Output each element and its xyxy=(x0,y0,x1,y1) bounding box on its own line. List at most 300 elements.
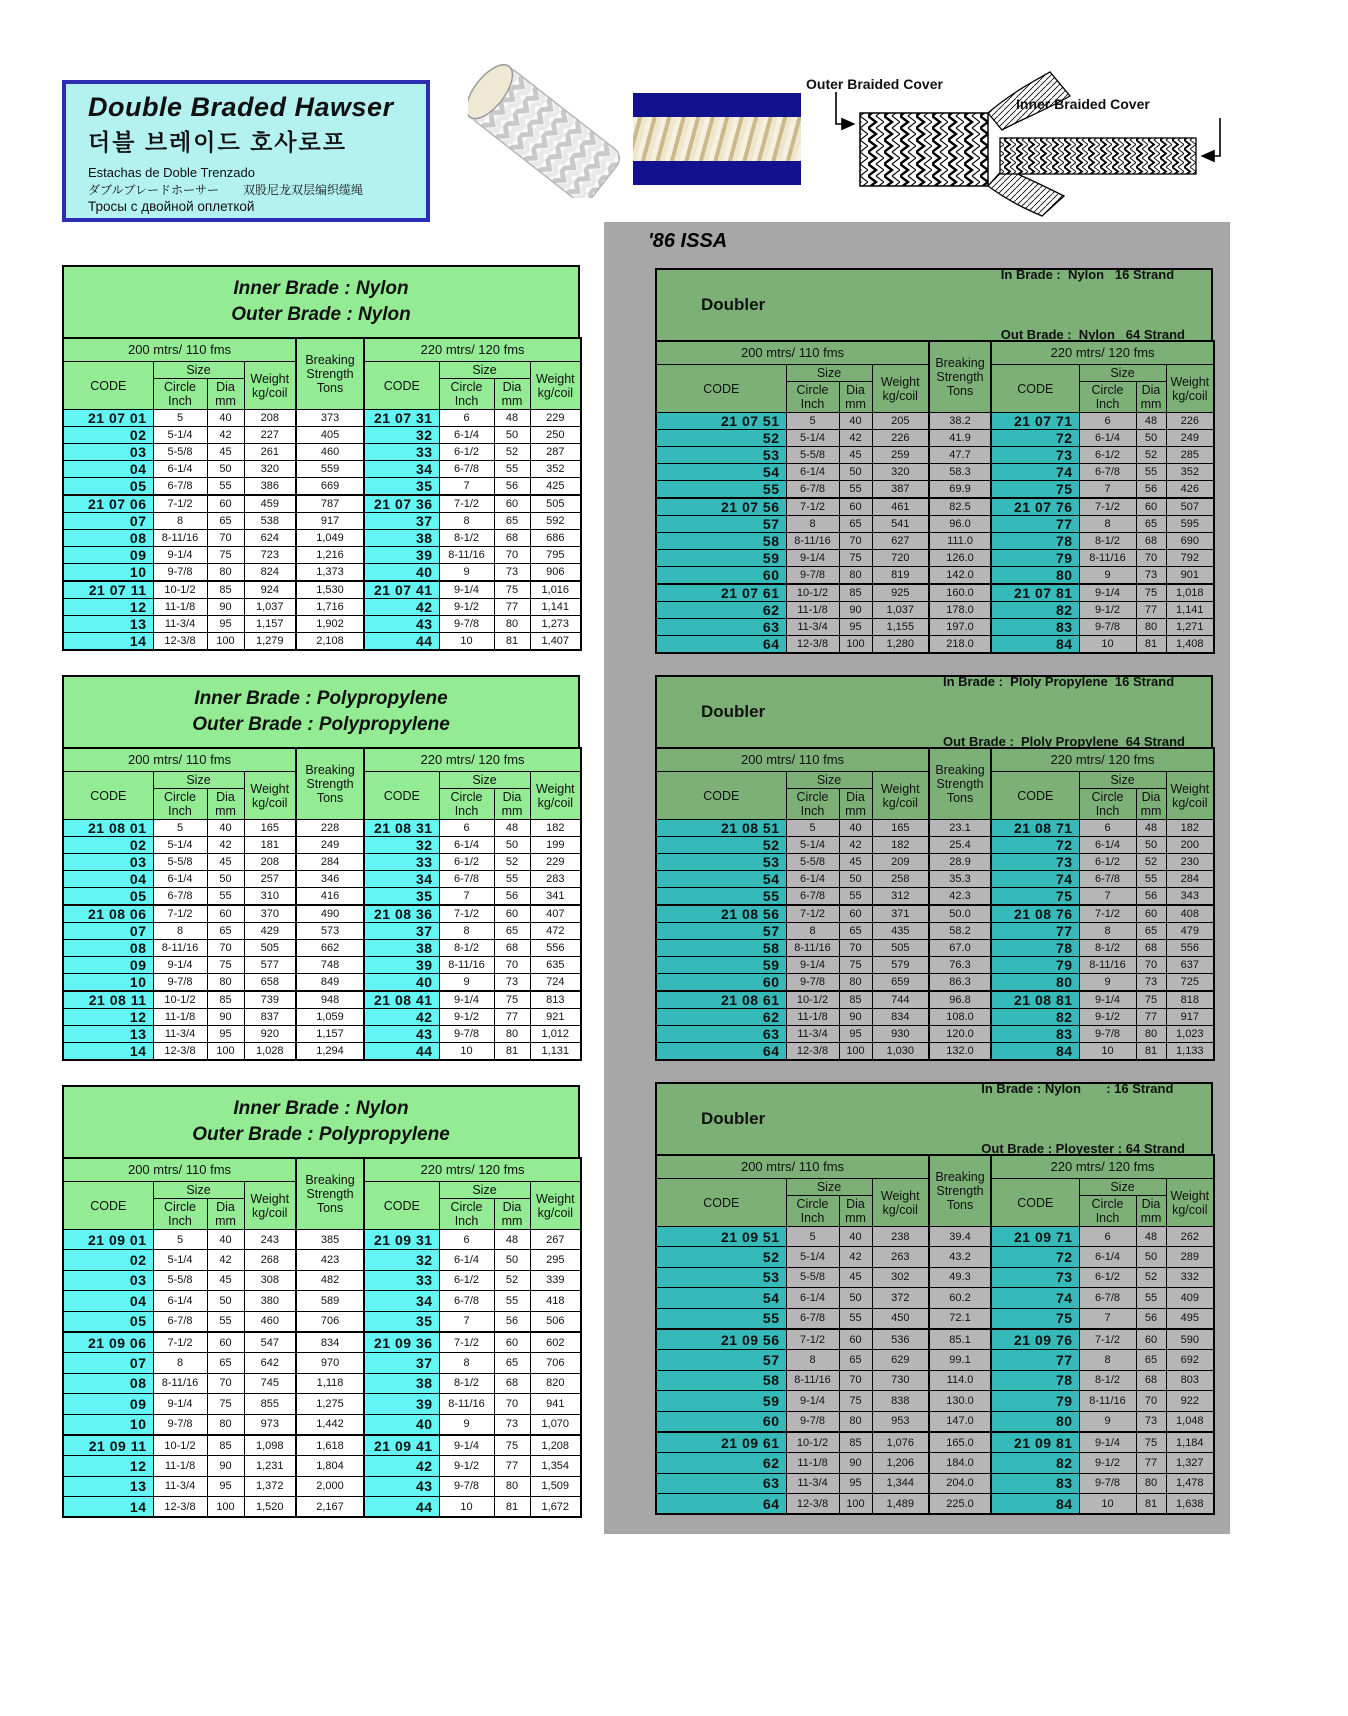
spec-row xyxy=(63,444,581,461)
breaking-strength-cell: 39.4 xyxy=(929,1227,991,1247)
weight-cell: 370 xyxy=(244,905,296,923)
weight-cell: 547 xyxy=(244,1332,296,1353)
dia-mm-cell: 68 xyxy=(494,940,530,957)
size-header: Size xyxy=(153,772,244,789)
code-cell: 42 xyxy=(364,599,439,616)
spec-row xyxy=(63,461,581,478)
code-cell: 54 xyxy=(656,871,786,888)
dia-mm-cell: 50 xyxy=(207,1291,244,1311)
dia-mm-cell: 65 xyxy=(207,1353,244,1373)
weight-cell: 803 xyxy=(1166,1370,1214,1390)
breaking-strength-cell: 43.2 xyxy=(929,1247,991,1267)
weight-cell: 352 xyxy=(1166,464,1214,481)
code-cell: 64 xyxy=(656,1043,786,1061)
dia-mm-cell: 50 xyxy=(494,1250,530,1270)
code-cell: 07 xyxy=(63,513,153,530)
dia-mm-cell: 80 xyxy=(1136,1473,1166,1493)
dia-mm-cell: 45 xyxy=(207,1270,244,1290)
circle-inch-cell: 9-7/8 xyxy=(1079,619,1136,636)
dia-mm-cell: 50 xyxy=(207,461,244,478)
dia-mm-cell: 70 xyxy=(1136,957,1166,974)
circle-inch-cell: 9-1/4 xyxy=(786,550,839,567)
spec-row xyxy=(656,923,1214,940)
span-header-row xyxy=(63,338,581,362)
dia-mm-cell: 90 xyxy=(207,1456,244,1476)
weight-cell: 285 xyxy=(1166,447,1214,464)
weight-header: Weight kg/coil xyxy=(530,1182,581,1230)
strand-info xyxy=(981,1038,1185,1199)
dia-mm-header: Dia mm xyxy=(839,1196,872,1227)
code-cell: 55 xyxy=(656,481,786,499)
breaking-strength-cell: 60.2 xyxy=(929,1288,991,1308)
breaking-strength-cell: 1,373 xyxy=(296,564,364,582)
circle-inch-cell: 11-3/4 xyxy=(153,616,207,633)
weight-cell: 1,344 xyxy=(872,1473,929,1493)
weight-cell: 792 xyxy=(1166,550,1214,567)
breaking-strength-header: Breaking Strength Tons xyxy=(296,748,364,820)
circle-inch-cell: 5-1/4 xyxy=(786,1247,839,1267)
dia-mm-cell: 60 xyxy=(494,1332,530,1353)
code-cell: 59 xyxy=(656,957,786,974)
breaking-strength-cell: 58.2 xyxy=(929,923,991,940)
weight-cell: 730 xyxy=(872,1370,929,1390)
spec-row xyxy=(656,820,1214,837)
code-cell: 21 07 51 xyxy=(656,413,786,430)
dia-mm-cell: 45 xyxy=(207,854,244,871)
circle-inch-cell: 9-7/8 xyxy=(153,974,207,992)
circle-inch-cell: 7-1/2 xyxy=(439,495,494,513)
circle-inch-header: Circle Inch xyxy=(153,1199,207,1230)
circle-inch-cell: 8 xyxy=(786,516,839,533)
code-cell: 42 xyxy=(364,1456,439,1476)
circle-inch-cell: 9-1/4 xyxy=(439,1435,494,1456)
circle-inch-cell: 10 xyxy=(439,1497,494,1518)
table-title xyxy=(62,675,580,747)
weight-cell: 429 xyxy=(244,923,296,940)
table-title-line2: Outer Brade : Polypropylene xyxy=(192,713,450,735)
circle-inch-cell: 5-5/8 xyxy=(153,854,207,871)
circle-inch-cell: 8 xyxy=(1079,516,1136,533)
dia-mm-header: Dia mm xyxy=(494,789,530,820)
circle-inch-cell: 9-1/4 xyxy=(786,1391,839,1411)
doubler-title: Doubler xyxy=(701,702,766,721)
spec-row xyxy=(656,1453,1214,1473)
weight-cell: 208 xyxy=(244,854,296,871)
circle-inch-cell: 7-1/2 xyxy=(786,905,839,923)
code-cell: 78 xyxy=(991,533,1079,550)
code-header: CODE xyxy=(364,362,439,410)
dia-mm-cell: 81 xyxy=(494,1497,530,1518)
circle-inch-cell: 7 xyxy=(1079,481,1136,499)
length-220-header: 220 mtrs/ 120 fms xyxy=(364,1158,581,1182)
dia-mm-cell: 55 xyxy=(207,888,244,906)
circle-inch-cell: 5-1/4 xyxy=(153,837,207,854)
code-cell: 02 xyxy=(63,1250,153,1270)
dia-mm-cell: 81 xyxy=(1136,636,1166,654)
dia-mm-cell: 70 xyxy=(494,957,530,974)
dia-mm-cell: 75 xyxy=(1136,1432,1166,1453)
circle-inch-cell: 9 xyxy=(439,974,494,992)
code-cell: 79 xyxy=(991,550,1079,567)
weight-cell: 507 xyxy=(1166,498,1214,516)
dia-mm-cell: 75 xyxy=(494,581,530,599)
weight-cell: 268 xyxy=(244,1250,296,1270)
weight-cell: 332 xyxy=(1166,1267,1214,1287)
breaking-strength-cell: 1,157 xyxy=(296,1026,364,1043)
weight-cell: 1,638 xyxy=(1166,1494,1214,1515)
weight-cell: 1,141 xyxy=(530,599,581,616)
dia-mm-cell: 48 xyxy=(494,820,530,837)
weight-cell: 257 xyxy=(244,871,296,888)
weight-cell: 205 xyxy=(872,413,929,430)
code-cell: 52 xyxy=(656,1247,786,1267)
weight-cell: 541 xyxy=(872,516,929,533)
code-cell: 58 xyxy=(656,1370,786,1390)
dia-mm-cell: 80 xyxy=(207,974,244,992)
code-cell: 21 07 01 xyxy=(63,410,153,427)
dia-mm-cell: 80 xyxy=(207,564,244,582)
circle-inch-cell: 8-1/2 xyxy=(439,1373,494,1393)
size-header: Size xyxy=(439,362,530,379)
dia-mm-cell: 100 xyxy=(207,1043,244,1061)
code-cell: 64 xyxy=(656,636,786,654)
breaking-strength-cell: 1,804 xyxy=(296,1456,364,1476)
breaking-strength-cell: 165.0 xyxy=(929,1432,991,1453)
circle-inch-cell: 5-1/4 xyxy=(153,427,207,444)
dia-mm-cell: 68 xyxy=(1136,940,1166,957)
weight-cell: 472 xyxy=(530,923,581,940)
dia-mm-header: Dia mm xyxy=(1136,382,1166,413)
circle-inch-cell: 7 xyxy=(1079,888,1136,906)
circle-inch-cell: 6 xyxy=(439,820,494,837)
circle-inch-cell: 9-1/2 xyxy=(439,599,494,616)
weight-cell: 258 xyxy=(872,871,929,888)
dia-mm-cell: 52 xyxy=(494,854,530,871)
dia-mm-cell: 52 xyxy=(494,444,530,461)
dia-mm-cell: 65 xyxy=(839,923,872,940)
circle-inch-cell: 8-11/16 xyxy=(439,547,494,564)
table-title xyxy=(62,1085,580,1157)
weight-cell: 627 xyxy=(872,533,929,550)
dia-mm-cell: 75 xyxy=(1136,584,1166,602)
code-cell: 84 xyxy=(991,636,1079,654)
spec-row xyxy=(63,854,581,871)
code-cell: 21 09 31 xyxy=(364,1230,439,1250)
code-cell: 03 xyxy=(63,1270,153,1290)
weight-cell: 1,155 xyxy=(872,619,929,636)
breaking-strength-cell: 108.0 xyxy=(929,1009,991,1026)
spec-row xyxy=(63,530,581,547)
spec-row xyxy=(63,1009,581,1026)
code-cell: 38 xyxy=(364,530,439,547)
code-cell: 05 xyxy=(63,478,153,496)
breaking-strength-cell: 178.0 xyxy=(929,602,991,619)
weight-cell: 199 xyxy=(530,837,581,854)
weight-cell: 1,672 xyxy=(530,1497,581,1518)
dia-mm-cell: 65 xyxy=(1136,516,1166,533)
breaking-strength-cell: 559 xyxy=(296,461,364,478)
breaking-strength-cell: 126.0 xyxy=(929,550,991,567)
weight-cell: 834 xyxy=(872,1009,929,1026)
dia-mm-cell: 77 xyxy=(1136,1009,1166,1026)
circle-inch-cell: 10 xyxy=(1079,636,1136,654)
dia-mm-cell: 95 xyxy=(839,1026,872,1043)
code-cell: 63 xyxy=(656,1473,786,1493)
code-cell: 75 xyxy=(991,888,1079,906)
dia-mm-cell: 50 xyxy=(839,871,872,888)
table-title xyxy=(62,265,580,337)
spec-row xyxy=(63,478,581,496)
spec-row xyxy=(656,498,1214,516)
in-brade-info: In Brade : Nylon 16 Strand xyxy=(1000,266,1175,282)
circle-inch-cell: 7-1/2 xyxy=(1079,498,1136,516)
dia-mm-cell: 42 xyxy=(207,427,244,444)
weight-cell: 658 xyxy=(244,974,296,992)
circle-inch-cell: 8-11/16 xyxy=(153,530,207,547)
weight-cell: 920 xyxy=(244,1026,296,1043)
circle-inch-header: Circle Inch xyxy=(1079,1196,1136,1227)
dia-mm-cell: 73 xyxy=(1136,1411,1166,1432)
weight-cell: 1,133 xyxy=(1166,1043,1214,1061)
dia-mm-cell: 52 xyxy=(1136,854,1166,871)
dia-mm-cell: 70 xyxy=(494,1394,530,1414)
weight-cell: 1,016 xyxy=(530,581,581,599)
dia-mm-cell: 52 xyxy=(494,1270,530,1290)
span-header-row xyxy=(63,748,581,772)
length-220-header: 220 mtrs/ 120 fms xyxy=(364,748,581,772)
circle-inch-cell: 5 xyxy=(786,820,839,837)
dia-mm-cell: 70 xyxy=(1136,1391,1166,1411)
code-cell: 04 xyxy=(63,1291,153,1311)
weight-cell: 426 xyxy=(1166,481,1214,499)
code-header: CODE xyxy=(991,772,1079,820)
circle-inch-cell: 10 xyxy=(1079,1043,1136,1061)
circle-inch-cell: 10 xyxy=(439,633,494,651)
dia-mm-cell: 80 xyxy=(839,567,872,585)
code-cell: 21 09 56 xyxy=(656,1329,786,1350)
spec-row xyxy=(656,464,1214,481)
code-cell: 21 08 06 xyxy=(63,905,153,923)
circle-inch-cell: 6-1/2 xyxy=(1079,447,1136,464)
code-cell: 21 07 81 xyxy=(991,584,1079,602)
code-cell: 40 xyxy=(364,974,439,992)
breaking-strength-cell: 160.0 xyxy=(929,584,991,602)
circle-inch-cell: 12-3/8 xyxy=(153,1043,207,1061)
breaking-strength-cell: 228 xyxy=(296,820,364,837)
circle-inch-cell: 9-7/8 xyxy=(786,974,839,992)
dia-mm-cell: 65 xyxy=(1136,923,1166,940)
circle-inch-cell: 9-1/4 xyxy=(439,991,494,1009)
spec-row xyxy=(63,1250,581,1270)
weight-cell: 818 xyxy=(1166,991,1214,1009)
circle-inch-cell: 5-1/4 xyxy=(786,430,839,447)
circle-inch-cell: 8-11/16 xyxy=(1079,957,1136,974)
code-cell: 21 08 76 xyxy=(991,905,1079,923)
breaking-strength-cell: 28.9 xyxy=(929,854,991,871)
circle-inch-cell: 6-7/8 xyxy=(153,1311,207,1332)
breaking-strength-cell: 948 xyxy=(296,991,364,1009)
breaking-strength-cell: 482 xyxy=(296,1270,364,1290)
weight-cell: 459 xyxy=(244,495,296,513)
breaking-strength-cell: 96.8 xyxy=(929,991,991,1009)
breaking-strength-cell: 405 xyxy=(296,427,364,444)
circle-inch-cell: 9 xyxy=(1079,1411,1136,1432)
circle-inch-header: Circle Inch xyxy=(1079,382,1136,413)
circle-inch-cell: 5 xyxy=(153,820,207,837)
outer-braided-cover-label: Outer Braided Cover xyxy=(806,76,943,92)
code-cell: 37 xyxy=(364,1353,439,1373)
weight-cell: 1,208 xyxy=(530,1435,581,1456)
weight-cell: 813 xyxy=(530,991,581,1009)
dia-mm-cell: 65 xyxy=(207,513,244,530)
weight-cell: 837 xyxy=(244,1009,296,1026)
spec-row xyxy=(63,957,581,974)
circle-inch-cell: 10-1/2 xyxy=(786,991,839,1009)
circle-inch-cell: 10-1/2 xyxy=(153,991,207,1009)
weight-cell: 505 xyxy=(244,940,296,957)
circle-inch-cell: 9-7/8 xyxy=(153,564,207,582)
dia-mm-cell: 68 xyxy=(1136,1370,1166,1390)
dia-mm-cell: 60 xyxy=(839,498,872,516)
weight-cell: 1,028 xyxy=(244,1043,296,1061)
breaking-strength-cell: 1,275 xyxy=(296,1394,364,1414)
circle-inch-cell: 6-7/8 xyxy=(153,888,207,906)
weight-cell: 495 xyxy=(1166,1308,1214,1329)
code-cell: 09 xyxy=(63,957,153,974)
dia-mm-cell: 80 xyxy=(839,974,872,992)
weight-cell: 1,408 xyxy=(1166,636,1214,654)
dia-mm-cell: 65 xyxy=(839,1350,872,1370)
circle-inch-cell: 7-1/2 xyxy=(786,1329,839,1350)
code-cell: 58 xyxy=(656,533,786,550)
weight-cell: 1,012 xyxy=(530,1026,581,1043)
spec-row xyxy=(63,1311,581,1332)
weight-cell: 181 xyxy=(244,837,296,854)
weight-cell: 284 xyxy=(1166,871,1214,888)
out-brade-info: Out Brade : Ployester : 64 Strand xyxy=(981,1141,1185,1157)
dia-mm-header: Dia mm xyxy=(1136,1196,1166,1227)
dia-mm-cell: 85 xyxy=(839,1432,872,1453)
circle-inch-cell: 9-1/2 xyxy=(1079,1453,1136,1473)
circle-inch-cell: 6-1/4 xyxy=(786,1288,839,1308)
weight-cell: 1,018 xyxy=(1166,584,1214,602)
code-cell: 57 xyxy=(656,923,786,940)
circle-inch-cell: 6 xyxy=(439,1230,494,1250)
code-cell: 53 xyxy=(656,1267,786,1287)
circle-inch-cell: 6-1/4 xyxy=(786,464,839,481)
circle-inch-cell: 9-7/8 xyxy=(1079,1026,1136,1043)
circle-inch-cell: 5-5/8 xyxy=(786,447,839,464)
weight-cell: 1,070 xyxy=(530,1414,581,1435)
code-cell: 53 xyxy=(656,854,786,871)
code-cell: 07 xyxy=(63,923,153,940)
doubler-table xyxy=(655,747,1215,1061)
circle-inch-cell: 8-11/16 xyxy=(439,1394,494,1414)
spec-row xyxy=(63,427,581,444)
weight-cell: 250 xyxy=(530,427,581,444)
dia-mm-cell: 70 xyxy=(494,547,530,564)
doubler-title: Doubler xyxy=(701,295,766,314)
span-header-row xyxy=(63,1158,581,1182)
weight-cell: 409 xyxy=(1166,1288,1214,1308)
dia-mm-cell: 75 xyxy=(1136,991,1166,1009)
circle-inch-cell: 6-7/8 xyxy=(1079,1288,1136,1308)
dia-mm-cell: 70 xyxy=(207,1373,244,1393)
dia-mm-cell: 42 xyxy=(207,837,244,854)
code-cell: 60 xyxy=(656,974,786,992)
issa-panel xyxy=(604,222,1230,1534)
weight-cell: 259 xyxy=(872,447,929,464)
dia-mm-cell: 55 xyxy=(839,481,872,499)
circle-inch-cell: 5 xyxy=(786,1227,839,1247)
dia-mm-cell: 85 xyxy=(207,1435,244,1456)
breaking-strength-cell: 373 xyxy=(296,410,364,427)
breaking-strength-cell: 748 xyxy=(296,957,364,974)
code-cell: 74 xyxy=(991,1288,1079,1308)
weight-cell: 921 xyxy=(530,1009,581,1026)
code-cell: 35 xyxy=(364,1311,439,1332)
length-200-header: 200 mtrs/ 110 fms xyxy=(656,748,929,772)
product-title-ko: 더블 브레이드 호사로프 xyxy=(88,129,347,155)
breaking-strength-cell: 249 xyxy=(296,837,364,854)
dia-mm-cell: 85 xyxy=(207,581,244,599)
breaking-strength-cell: 111.0 xyxy=(929,533,991,550)
circle-inch-cell: 6 xyxy=(1079,413,1136,430)
breaking-strength-cell: 970 xyxy=(296,1353,364,1373)
weight-header: Weight kg/coil xyxy=(1166,365,1214,413)
circle-inch-cell: 5-1/4 xyxy=(153,1250,207,1270)
doubler-table-section-pp xyxy=(655,675,1213,1061)
dia-mm-cell: 65 xyxy=(494,513,530,530)
doubler-table xyxy=(655,340,1215,654)
weight-cell: 924 xyxy=(244,581,296,599)
size-header: Size xyxy=(786,365,872,382)
weight-cell: 795 xyxy=(530,547,581,564)
breaking-strength-cell: 706 xyxy=(296,1311,364,1332)
breaking-strength-cell: 460 xyxy=(296,444,364,461)
doubler-header xyxy=(655,1080,1213,1157)
circle-inch-cell: 9-7/8 xyxy=(153,1414,207,1435)
code-cell: 21 07 71 xyxy=(991,413,1079,430)
circle-inch-cell: 11-3/4 xyxy=(786,619,839,636)
spec-row xyxy=(656,888,1214,906)
circle-inch-cell: 8 xyxy=(153,513,207,530)
dia-mm-cell: 50 xyxy=(207,871,244,888)
breaking-strength-cell: 385 xyxy=(296,1230,364,1250)
weight-cell: 590 xyxy=(1166,1329,1214,1350)
breaking-strength-cell: 284 xyxy=(296,854,364,871)
circle-inch-cell: 8-1/2 xyxy=(1079,533,1136,550)
code-cell: 21 09 81 xyxy=(991,1432,1079,1453)
spec-row xyxy=(63,837,581,854)
spec-row xyxy=(656,430,1214,447)
doubler-header xyxy=(655,266,1213,343)
circle-inch-cell: 8 xyxy=(1079,1350,1136,1370)
weight-cell: 1,273 xyxy=(530,616,581,633)
breaking-strength-cell: 416 xyxy=(296,888,364,906)
table-title-line2: Outer Brade : Nylon xyxy=(231,303,411,325)
weight-cell: 371 xyxy=(872,905,929,923)
weight-cell: 387 xyxy=(872,481,929,499)
circle-inch-cell: 9-1/2 xyxy=(439,1009,494,1026)
circle-inch-cell: 8-11/16 xyxy=(786,1370,839,1390)
weight-cell: 724 xyxy=(530,974,581,992)
weight-cell: 408 xyxy=(1166,905,1214,923)
dia-mm-cell: 100 xyxy=(839,1043,872,1061)
circle-inch-cell: 12-3/8 xyxy=(786,636,839,654)
spec-table-section-pp-pp xyxy=(62,675,580,1061)
breaking-strength-header: Breaking Strength Tons xyxy=(929,341,991,413)
